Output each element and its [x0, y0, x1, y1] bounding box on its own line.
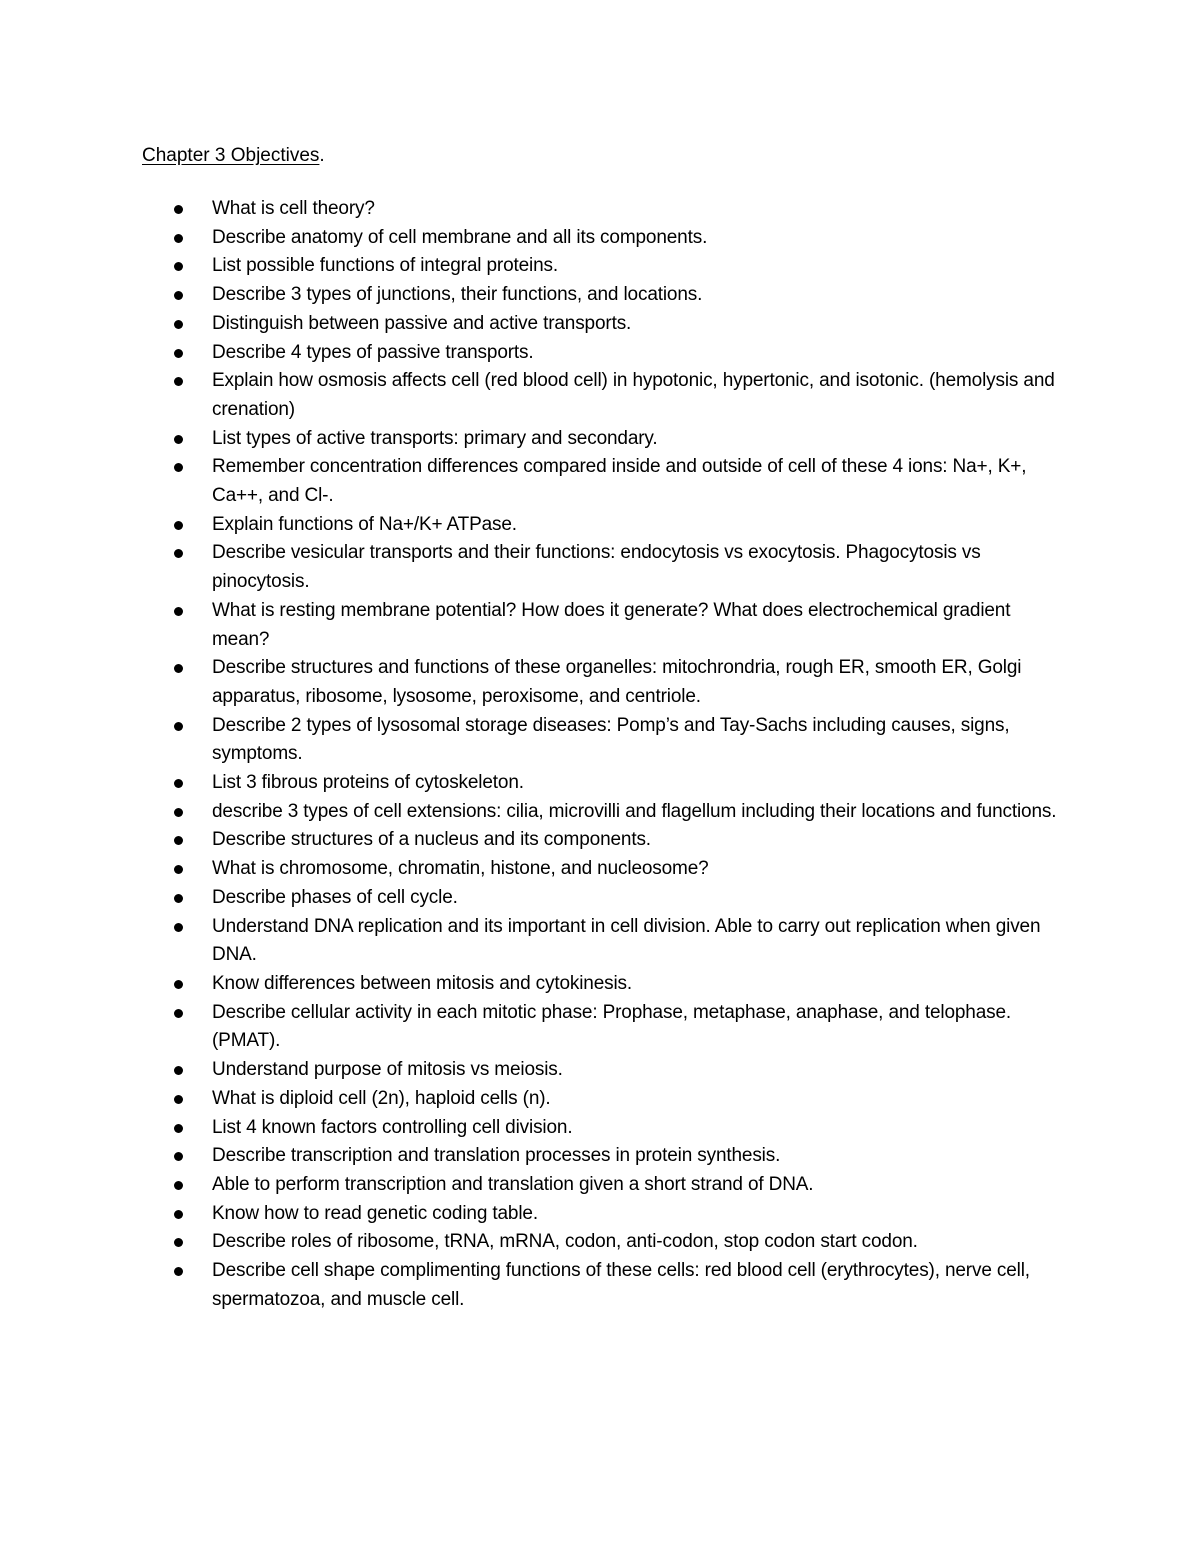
- objective-item: [0, 712, 1200, 769]
- objective-text: Describe phases of cell cycle.: [212, 886, 458, 908]
- objective-text: Describe vesicular transports and their functions: endocytosis vs exocytosis. Phagocytosis vs pinocytosis.: [212, 542, 981, 593]
- objective-item: [0, 654, 1200, 711]
- objective-item: [0, 281, 1200, 310]
- objective-item: [0, 224, 1200, 253]
- objective-text: List 3 fibrous proteins of cytoskeleton.: [212, 772, 524, 794]
- bullet-icon: [174, 865, 183, 874]
- objective-item: [0, 855, 1200, 884]
- objective-item: [0, 970, 1200, 999]
- bullet-icon: [174, 980, 183, 989]
- objective-text: What is chromosome, chromatin, histone, and nucleosome?: [212, 858, 709, 880]
- page-title-suffix: .: [319, 145, 325, 166]
- objective-item: [0, 999, 1200, 1056]
- bullet-icon: [174, 521, 183, 530]
- objective-item: [0, 511, 1200, 540]
- bullet-icon: [174, 463, 183, 472]
- bullet-icon: [174, 836, 183, 845]
- objective-text: describe 3 types of cell extensions: cilia, microvilli and flagellum including their locations and functions.: [212, 800, 1057, 822]
- objective-text: Describe 2 types of lysosomal storage diseases: Pomp’s and Tay-Sachs including causes, signs, symptoms.: [212, 714, 1010, 765]
- objective-item: [0, 539, 1200, 596]
- objective-text: Describe cell shape complimenting functions of these cells: red blood cell (erythrocytes), nerve cell, spermatozoa, and muscle cell.: [212, 1260, 1030, 1310]
- objective-text: Explain functions of Na+/K+ ATPase.: [212, 513, 517, 535]
- objective-text: Able to perform transcription and translation given a short strand of DNA.: [212, 1173, 814, 1195]
- objective-text: Understand purpose of mitosis vs meiosis.: [212, 1059, 563, 1081]
- bullet-icon: [174, 1210, 183, 1219]
- bullet-icon: [174, 205, 183, 214]
- bullet-icon: [174, 1124, 183, 1133]
- objective-text: Explain how osmosis affects cell (red blood cell) in hypotonic, hypertonic, and isotonic. (hemolysis and crenation): [212, 370, 1055, 420]
- bullet-icon: [174, 779, 183, 788]
- bullet-icon: [174, 607, 183, 616]
- bullet-icon: [174, 1267, 183, 1276]
- bullet-icon: [174, 808, 183, 817]
- objective-item: [0, 798, 1200, 827]
- objective-item: [0, 339, 1200, 368]
- bullet-icon: [174, 320, 183, 329]
- objective-text: Describe 3 types of junctions, their functions, and locations.: [212, 284, 703, 306]
- bullet-icon: [174, 435, 183, 444]
- objective-item: [0, 913, 1200, 970]
- objective-item: [0, 367, 1200, 424]
- objective-text: What is cell theory?: [212, 198, 375, 219]
- objective-text: What is diploid cell (2n), haploid cells (n).: [212, 1087, 551, 1109]
- bullet-icon: [174, 1238, 183, 1247]
- objective-item: [0, 769, 1200, 798]
- objective-item: [0, 597, 1200, 654]
- objective-item: [0, 425, 1200, 454]
- bullet-icon: [174, 923, 183, 932]
- bullet-icon: [174, 894, 183, 903]
- bullet-icon: [174, 664, 183, 673]
- bullet-icon: [174, 722, 183, 731]
- objective-item: [0, 1228, 1200, 1257]
- objective-item: [0, 1200, 1200, 1229]
- objective-text: List 4 known factors controlling cell division.: [212, 1116, 573, 1138]
- objective-text: Describe structures of a nucleus and its components.: [212, 829, 651, 851]
- objective-item: [0, 1085, 1200, 1114]
- objective-item: [0, 252, 1200, 281]
- objective-item: [0, 1056, 1200, 1085]
- objective-text: Describe cellular activity in each mitotic phase: Prophase, metaphase, anaphase, and telophase. (PMAT).: [212, 1001, 1012, 1052]
- objective-text: Describe transcription and translation processes in protein synthesis.: [212, 1145, 781, 1167]
- objective-text: Distinguish between passive and active transports.: [212, 312, 632, 334]
- objective-text: List possible functions of integral proteins.: [212, 255, 559, 277]
- bullet-icon: [174, 377, 183, 386]
- bullet-icon: [174, 1181, 183, 1190]
- objective-item: [0, 826, 1200, 855]
- objective-text: List types of active transports: primary and secondary.: [212, 427, 658, 449]
- bullet-icon: [174, 549, 183, 558]
- bullet-icon: [174, 1152, 183, 1161]
- page-title-text: Chapter 3 Objectives: [142, 145, 320, 166]
- objective-text: Know how to read genetic coding table.: [212, 1202, 538, 1224]
- bullet-icon: [174, 349, 183, 358]
- objective-text: Describe anatomy of cell membrane and all its components.: [212, 226, 708, 248]
- objective-item: [0, 1142, 1200, 1171]
- objective-item: [0, 310, 1200, 339]
- bullet-icon: [174, 1095, 183, 1104]
- objective-item: [0, 195, 1200, 224]
- objective-text: Describe roles of ribosome, tRNA, mRNA, codon, anti-codon, stop codon start codon.: [212, 1231, 918, 1253]
- objective-text: Describe 4 types of passive transports.: [212, 341, 534, 363]
- objective-item: [0, 1257, 1200, 1314]
- objective-item: [0, 453, 1200, 510]
- objective-text: Understand DNA replication and its important in cell division. Able to carry out replication when given DNA.: [212, 915, 1041, 966]
- objective-item: [0, 1114, 1200, 1143]
- bullet-icon: [174, 262, 183, 271]
- objective-text: Describe structures and functions of these organelles: mitochrondria, rough ER, smooth ER, Golgi apparatus, ribosome, lysosome, peroxisome, and centriole.: [212, 657, 1022, 707]
- bullet-icon: [174, 234, 183, 243]
- objective-text: What is resting membrane potential? How does it generate? What does electrochemical gradient mean?: [212, 599, 1011, 650]
- bullet-icon: [174, 291, 183, 300]
- bullet-icon: [174, 1009, 183, 1018]
- objective-item: [0, 884, 1200, 913]
- page-title: [142, 144, 325, 168]
- objective-item: [0, 1171, 1200, 1200]
- bullet-icon: [174, 1066, 183, 1075]
- objective-text: Remember concentration differences compared inside and outside of cell of these 4 ions: Na+, K+, Ca++, and Cl-.: [212, 456, 1027, 507]
- objectives-list: [0, 195, 1200, 1314]
- objective-text: Know differences between mitosis and cytokinesis.: [212, 972, 633, 994]
